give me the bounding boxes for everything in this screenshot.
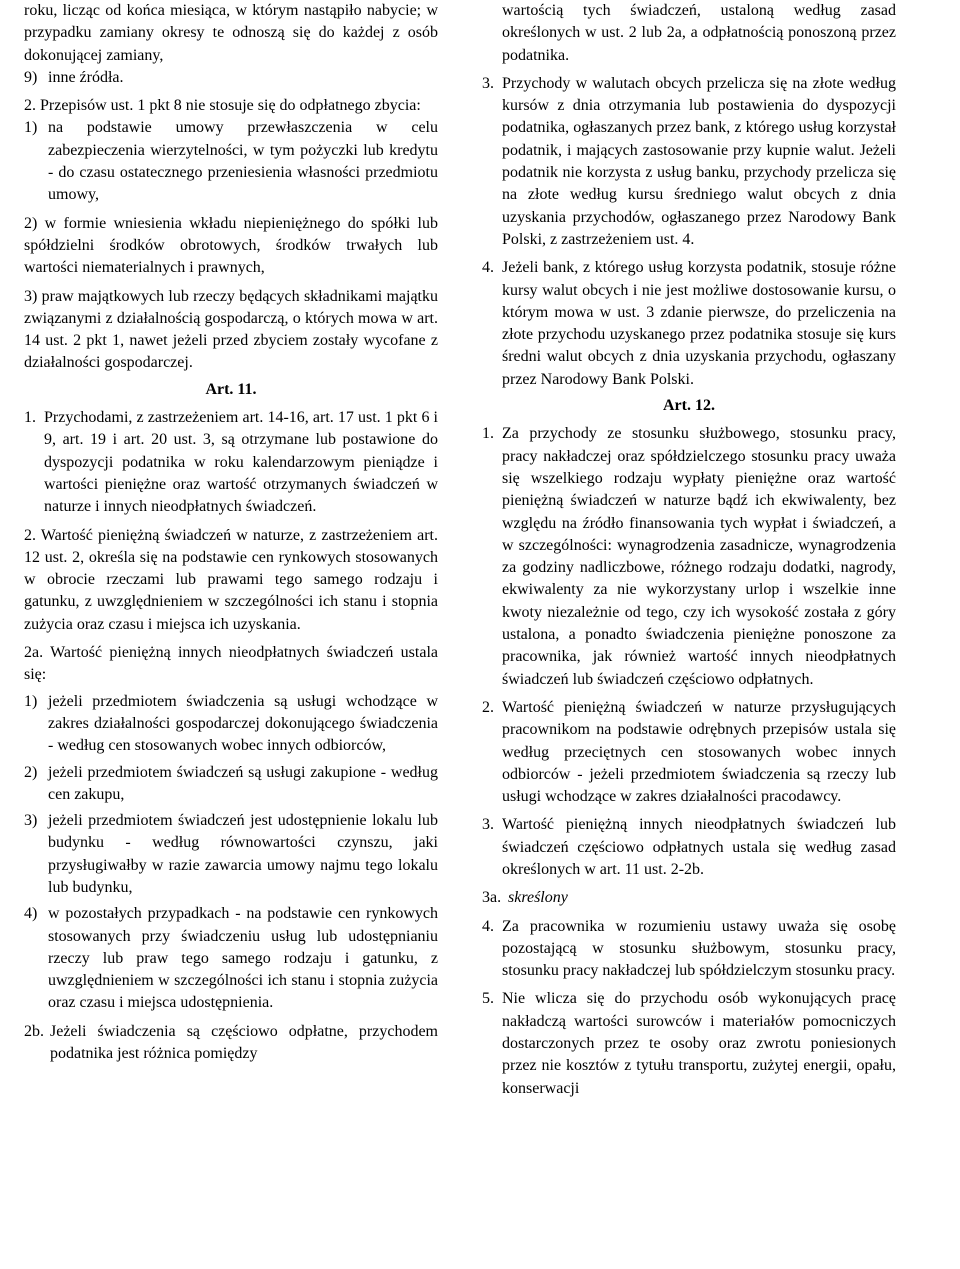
paragraph-text: Wartość pieniężną innych nieodpłatnych świadczeń lub świadczeń częściowo odpłatnych ustala się według zasad określonych w art. 11 ust. 2-2b. <box>502 816 896 878</box>
list-item-text: jeżeli przedmiotem świadczenia są usługi wchodzące w zakres działalności gospodarczej dokonującego świadczenia - według cen stosowanych wobec innych odbiorców, <box>48 692 438 755</box>
art12-ust-1 <box>482 423 896 691</box>
art11-2a-item-3 <box>24 810 438 899</box>
list-item-label: 4) <box>24 905 38 923</box>
list-item-1 <box>24 117 438 206</box>
paragraph-text: Nie wlicza się do przychodu osób wykonujących pracę nakładczą wartości surowców i materiałów pomocniczych dostarczonych przez te osoby oraz zwrotu poniesionych przez nie kosztów z tytułu transportu, zużytej energii, opału, konserwacji <box>502 990 896 1097</box>
art11-ust-3 <box>482 73 896 251</box>
list-item-label: 3) <box>24 812 38 830</box>
paragraph-continuation: roku, licząc od końca miesiąca, w którym nastąpiło nabycie; w przypadku zamiany okresy te odnoszą się do każdej z osób dokonującej zamiany, <box>24 2 438 64</box>
paragraph-label: 5. <box>482 990 494 1008</box>
paragraph-ust-2: 2. Przepisów ust. 1 pkt 8 nie stosuje się do odpłatnego zbycia: <box>24 97 421 115</box>
paragraph-label: 4. <box>482 917 494 935</box>
art12-ust-3 <box>482 814 896 881</box>
paragraph-label: 4. <box>482 259 494 277</box>
paragraph-label: 2. <box>482 698 494 716</box>
art12-ust-5 <box>482 988 896 1099</box>
paragraph-text: Za przychody ze stosunku służbowego, stosunku pracy, pracy nakładczej oraz spółdzielczego stosunku pracy uważa się wszelkiego rodzaju wypłaty pieniężne oraz wartość pieniężną świadczeń w naturze bądź ich ekwiwalenty, bez względu na źródło finansowania tych wypłat i świadczeń, a w szczególności: wynagrodzenia zasadnicze, wynagrodzenia za godziny nadliczbowe, różnego rodzaju dodatki, nagrody, ekwiwalenty za nie wykorzystany urlop i wszelkie inne kwoty niezależnie od tego, czy ich wysokość została z góry ustalona, a ponadto świadczenia pieniężne ponoszone za pracownika, jak również wartość innych nieodpłatnych świadczeń lub świadczeń częściowo odpłatnych. <box>502 425 896 688</box>
art11-2a-item-1 <box>24 691 438 758</box>
art11-ust-4 <box>482 257 896 391</box>
article-heading-11: Art. 11. <box>205 380 257 398</box>
list-item-text: na podstawie umowy przewłaszczenia w celu zabezpieczenia wierzytelności, w tym pożyczki lub kredytu - do czasu ostatecznego przeniesienia własności przedmiotu umowy, <box>48 119 438 204</box>
art12-ust-4 <box>482 916 896 983</box>
paragraph-label: 2b. <box>24 1022 44 1040</box>
paragraph-text: Jeżeli świadczenia są częściowo odpłatne, przychodem podatnika jest różnica pomiędzy <box>50 1022 438 1063</box>
paragraph-text: Za pracownika w rozumieniu ustawy uważa się osobę pozostającą w stosunku służbowym, stosunku pracy, stosunku pracy nakładczej lub spółdzielczym stosunku pracy. <box>502 917 896 980</box>
art11-2a-item-4 <box>24 903 438 1014</box>
art11-ust-1 <box>24 407 438 518</box>
list-item-2: 2) w formie wniesienia wkładu niepieniężnego do spółki lub spółdzielni środków obrotowych, środków trwałych lub wartości niematerialnych i prawnych, <box>24 214 438 277</box>
paragraph-text: skreślony <box>508 889 568 907</box>
list-item-3: 3) praw majątkowych lub rzeczy będących składnikami majątku związanymi z działalnością gospodarczą, o których mowa w art. 14 ust. 2 pkt 1, nawet jeżeli przed zbyciem zostały wycofane z działalności gospodarczej. <box>24 287 438 372</box>
art11-ust-2b <box>24 1021 438 1066</box>
left-column <box>24 0 438 1269</box>
paragraph-label: 3. <box>482 74 494 92</box>
paragraph-text: Jeżeli bank, z którego usług korzysta podatnik, stosuje różne kursy walut obcych i nie jest możliwe dostosowanie kursu, o którym mowa w ust. 3 zdanie pierwsze, do przeliczenia na złote przychodu uzyskanego przez podatnika stosuje się kurs średni walut obcych z dnia uzyskania przychodu, ogłaszany przez Narodowy Bank Polski. <box>502 259 896 388</box>
right-column <box>482 0 896 1269</box>
list-item-text: jeżeli przedmiotem świadczeń są usługi zakupione - według cen zakupu, <box>48 763 438 803</box>
list-item-label: 1) <box>24 692 38 710</box>
list-item-text: w pozostałych przypadkach - na podstawie cen rynkowych stosowanych przy świadczeniu usług lub udostępnianiu rzeczy lub praw tego samego rodzaju i gatunku, z uwzględnieniem w szczególności ich stanu i stopnia zużycia oraz czasu i miejsca udostępnienia. <box>48 905 438 1012</box>
paragraph-text: Wartość pieniężną świadczeń w naturze przysługujących pracownikom na podstawie odrębnych przepisów ustala się według przeciętnych cen stosowanych wobec innych odbiorców - jeżeli przedmiotem świadczenia są rzeczy lub usługi wchodzące w zakres działalności pracodawcy. <box>502 698 896 806</box>
paragraph-text: Przychody w walutach obcych przelicza się na złote według kursów z dnia otrzymania lub postawienia do dyspozycji podatnika, ogłaszanych przez bank, z którego usług korzystał podatnik, i mających zastosowanie przy kupnie walut. Jeżeli podatnik nie korzysta z usług banku, przychody przelicza się na złote według kursu średniego walut obcych z dnia uzyskania przychodów, ogłaszanego przez Narodowy Bank Polski, z zastrzeżeniem ust. 4. <box>502 74 896 248</box>
list-item-label: 9) <box>24 68 38 86</box>
paragraph-continuation: wartością tych świadczeń, ustaloną według zasad określonych w ust. 2 lub 2a, a odpłatnością ponoszoną przez podatnika. <box>502 2 896 64</box>
paragraph-label: 1. <box>24 409 36 427</box>
list-item-9 <box>24 67 438 89</box>
list-item-label: 1) <box>24 119 38 137</box>
art12-ust-2 <box>482 697 896 808</box>
paragraph-text: Przychodami, z zastrzeżeniem art. 14-16, art. 17 ust. 1 pkt 6 i 9, art. 19 i art. 20 ust. 3, są otrzymane lub postawione do dyspozycji podatnika w roku kalendarzowym pieniądze i wartości pieniężne oraz wartość otrzymanych świadczeń w naturze i innych nieodpłatnych świadczeń. <box>44 409 438 516</box>
art12-ust-3a <box>482 887 896 909</box>
art11-ust-2a: 2a. Wartość pieniężną innych nieodpłatnych świadczeń ustala się: <box>24 644 438 684</box>
list-item-text: inne źródła. <box>48 68 124 86</box>
art11-ust-2: 2. Wartość pieniężną świadczeń w naturze, z zastrzeżeniem art. 12 ust. 2, określa się na podstawie cen rynkowych stosowanych w obrocie rzeczami lub prawami tego samego rodzaju i gatunku, z uwzględnieniem w szczególności ich stanu i stopnia zużycia oraz czasu i miejsca ich uzyskania. <box>24 526 438 633</box>
art11-2a-item-2 <box>24 762 438 807</box>
paragraph-label: 3. <box>482 816 494 834</box>
list-item-text: jeżeli przedmiotem świadczeń jest udostępnienie lokalu lub budynku - według równowartości czynszu, jaki przysługiwałby w razie zawarcia umowy najmu tego lokalu lub budynku, <box>48 812 438 896</box>
paragraph-label: 3a. <box>482 889 502 907</box>
list-item-label: 2) <box>24 763 38 781</box>
paragraph-label: 1. <box>482 425 494 443</box>
article-heading-12: Art. 12. <box>663 397 715 415</box>
